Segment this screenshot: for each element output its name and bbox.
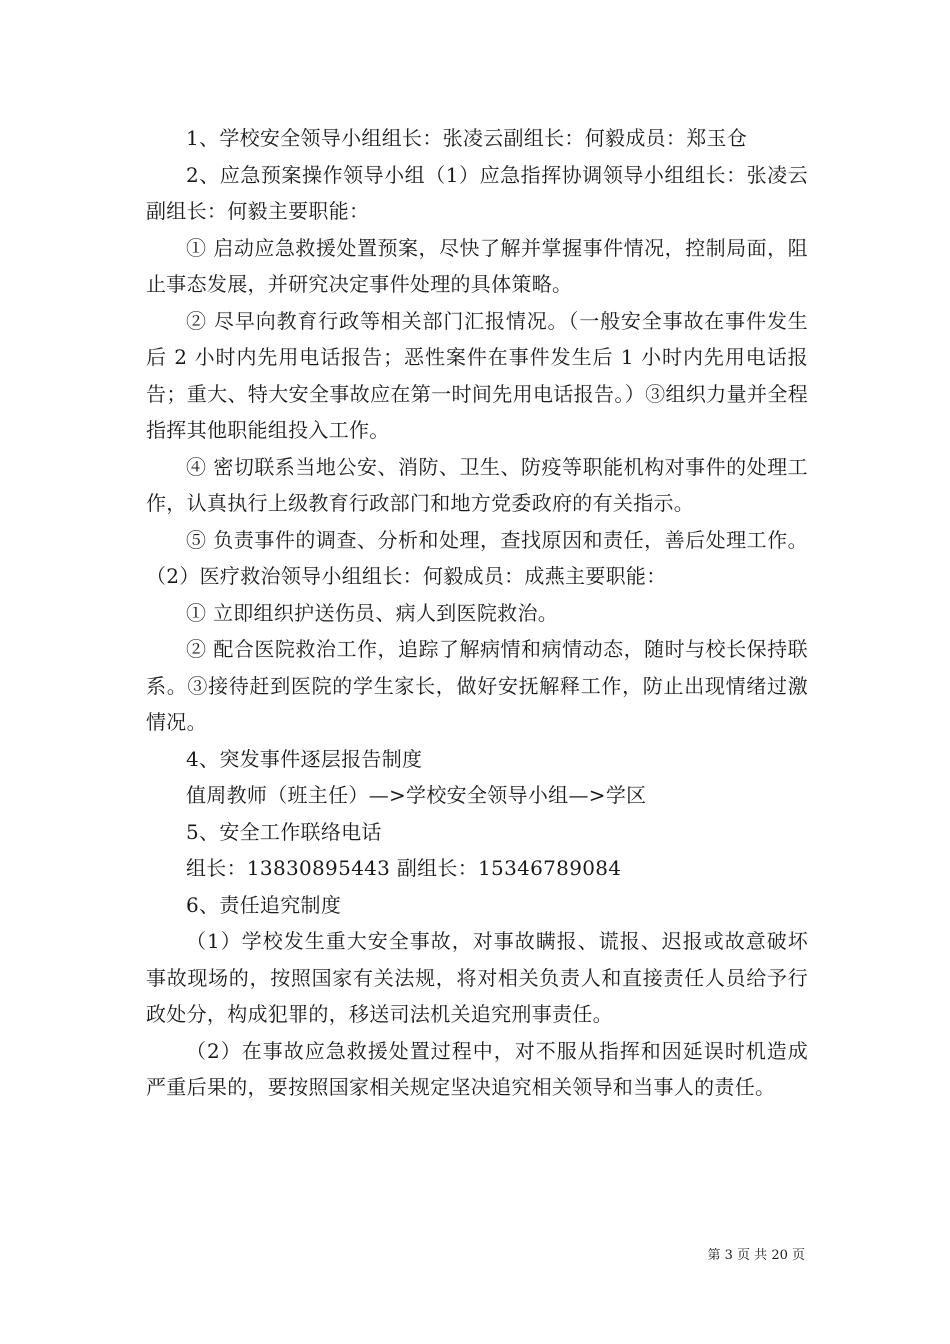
paragraph-duty-1: ① 启动应急救援处置预案，尽快了解并掌握事件情况，控制局面，阻止事态发展，并研究决定事件处理的具体策略。 (146, 235, 808, 296)
paragraph-accountability-2: （2）在事故应急救援处置过程中，对不服从指挥和因延误时机造成严重后果的，要按照国家相关规定坚决追究相关领导和当事人的责任。 (146, 1038, 808, 1099)
paragraph-reporting-chain: 值周教师（班主任）—>学校安全领导小组—>学区 (186, 783, 647, 807)
paragraph-duty-2: ② 尽早向教育行政等相关部门汇报情况。（一般安全事故在事件发生后 2 小时内先用电话报告；恶性案件在事件发生后 1 小时内先用电话报告；重大、特大安全事故应在第一时间先用电话报告。）③组织力量并全程指挥其他职能组投入工作。 (146, 308, 808, 442)
paragraph-leadership-group: 1、学校安全领导小组组长：张凌云副组长：何毅成员：郑玉仓 (186, 126, 748, 150)
paragraph-duty-5: ⑤ 负责事件的调查、分析和处理，查找原因和责任，善后处理工作。（2）医疗救治领导小组组长：何毅成员：成燕主要职能： (146, 527, 808, 588)
paragraph-duty-4: ④ 密切联系当地公安、消防、卫生、防疫等职能机构对事件的处理工作，认真执行上级教育行政部门和地方党委政府的有关指示。 (146, 454, 808, 515)
paragraph-medical-duty-1: ① 立即组织护送伤员、病人到医院救治。 (186, 600, 559, 625)
document-body (146, 120, 808, 1106)
page-number: 第 3 页 共 20 页 (707, 1248, 805, 1263)
heading-accountability: 6、责任追究制度 (186, 892, 342, 917)
paragraph-medical-duty-2: ② 配合医院救治工作，追踪了解病情和病情动态，随时与校长保持联系。③接待赶到医院的学生家长，做好安抚解释工作，防止出现情绪过激情况。 (146, 637, 808, 734)
heading-contact-phones: 5、安全工作联络电话 (186, 819, 382, 844)
paragraph-accountability-1: （1）学校发生重大安全事故，对事故瞒报、谎报、迟报或故意破坏事故现场的，按照国家有关法规，将对相关负责人和直接责任人员给予行政处分，构成犯罪的，移送司法机关追究刑事责任。 (146, 929, 808, 1026)
paragraph-phone-numbers: 组长：13830895443 副组长：15346789084 (186, 856, 622, 880)
paragraph-emergency-plan-group: 2、应急预案操作领导小组（1）应急指挥协调领导小组组长：张凌云副组长：何毅主要职能： (146, 162, 808, 223)
heading-reporting-system: 4、突发事件逐层报告制度 (186, 746, 423, 771)
